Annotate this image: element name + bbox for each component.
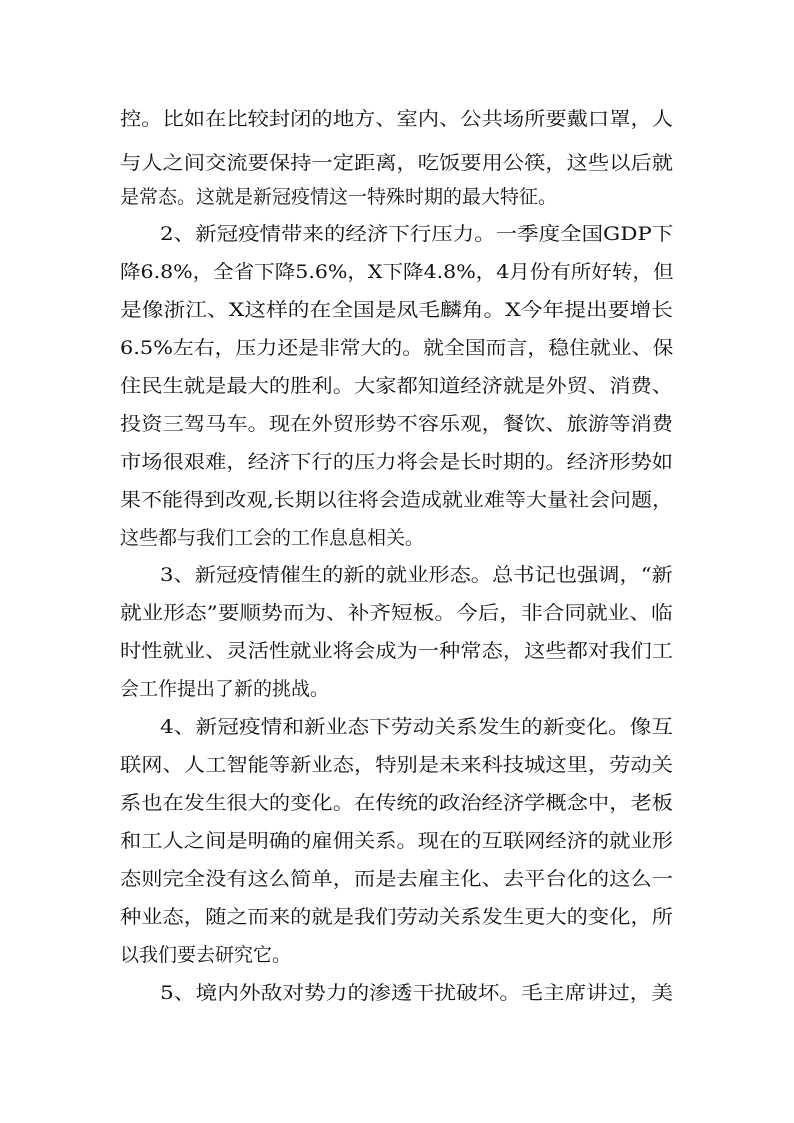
- text-line: 投资三驾马车。现在外贸形势不容乐观，餐饮、旅游等消费: [120, 413, 674, 435]
- text-line: 这些都与我们工会的工作息息相关。: [120, 527, 425, 549]
- text-line: 以我们要去研究它。: [120, 944, 292, 966]
- text-line: 联网、人工智能等新业态，特别是未来科技城这里，劳动关: [120, 754, 674, 776]
- text-line: 降6.8%，全省下降5.6%，X下降4.8%，4月份有所好转，但: [120, 261, 674, 283]
- text-line: 种业态，随之而来的就是我们劳动关系发生更大的变化，所: [120, 906, 674, 928]
- text-line: 态则完全没有这么简单，而是去雇主化、去平台化的这么一: [120, 868, 674, 890]
- text-line: 是常态。这就是新冠疫情这一特殊时期的最大特征。: [120, 186, 558, 208]
- text-line: 控。比如在比较封闭的地方、室内、公共场所要戴口罩，人: [120, 108, 674, 130]
- text-line: 是像浙江、X这样的在全国是凤毛麟角。X今年提出要增长: [120, 299, 674, 321]
- text-line: 时性就业、灵活性就业将会成为一种常态，这些都对我们工: [120, 640, 674, 662]
- text-line: 与人之间交流要保持一定距离，吃饭要用公筷，这些以后就: [120, 152, 674, 174]
- paragraph-first-line: 3、新冠疫情催生的新的就业形态。总书记也强调，“新: [160, 564, 673, 586]
- paragraph-first-line: 2、新冠疫情带来的经济下行压力。一季度全国GDP下: [160, 223, 674, 245]
- text-line: 和工人之间是明确的雇佣关系。现在的互联网经济的就业形: [120, 830, 674, 852]
- paragraph-first-line: 5、境内外敌对势力的渗透干扰破坏。毛主席讲过，美: [160, 982, 674, 1004]
- text-line: 住民生就是最大的胜利。大家都知道经济就是外贸、消费、: [120, 375, 674, 397]
- text-line: 市场很艰难，经济下行的压力将会是长时期的。经济形势如: [120, 451, 674, 473]
- text-line: 系也在发生很大的变化。在传统的政治经济学概念中，老板: [120, 792, 674, 814]
- text-line: 会工作提出了新的挑战。: [120, 678, 330, 700]
- text-line: 6.5%左右，压力还是非常大的。就全国而言，稳住就业、保: [120, 337, 674, 359]
- text-line: 果不能得到改观,长期以往将会造成就业难等大量社会问题，: [120, 489, 674, 511]
- paragraph-first-line: 4、新冠疫情和新业态下劳动关系发生的新变化。像互: [160, 716, 674, 738]
- text-line: 就业形态”要顺势而为、补齐短板。今后，非合同就业、临: [120, 602, 673, 624]
